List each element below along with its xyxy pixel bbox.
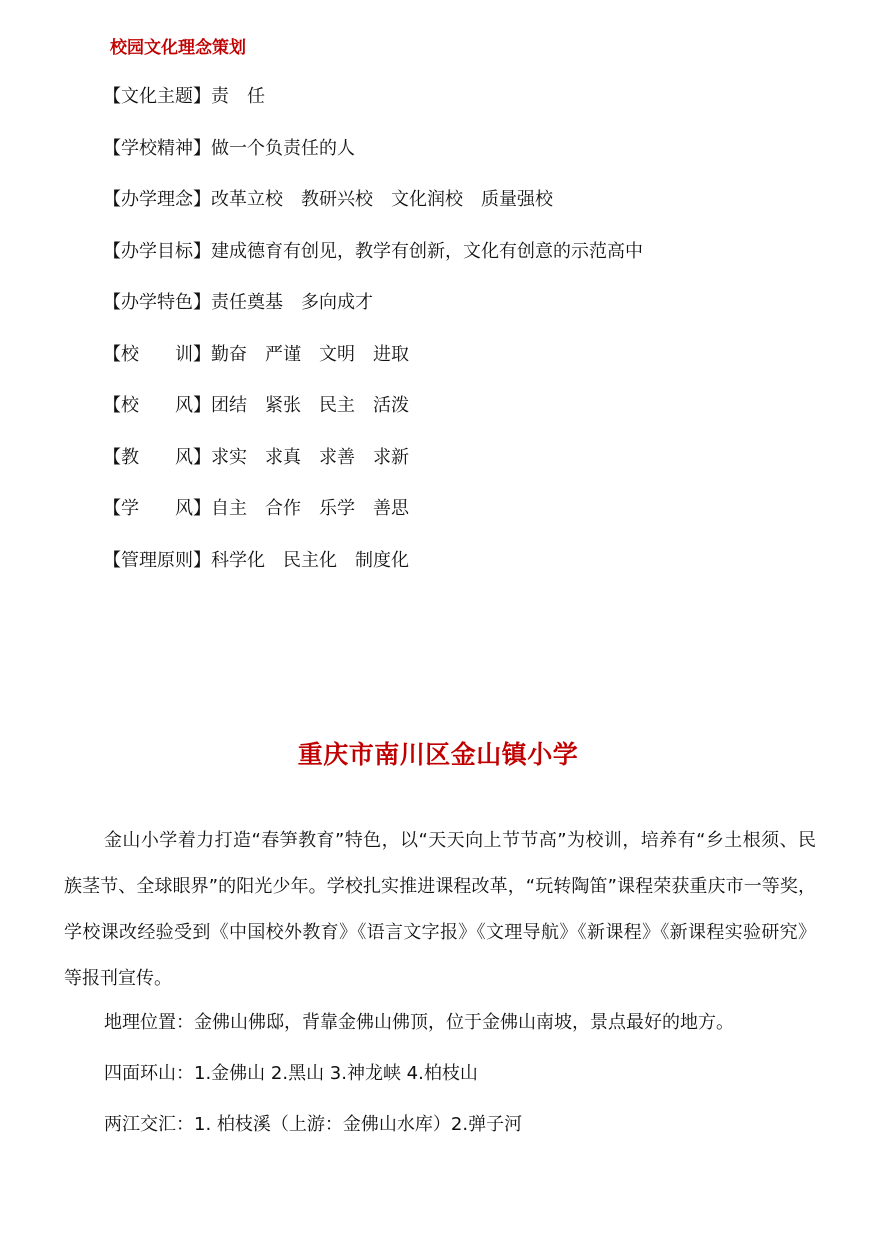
entry-culture-theme: 【文化主题】责 任 <box>103 86 265 107</box>
entry-school-spirit: 【学校精神】做一个负责任的人 <box>103 137 355 159</box>
entry-school-motto: 【校 训】勤奋 严谨 文明 进取 <box>103 343 409 365</box>
entry-school-ethos: 【校 风】团结 紧张 民主 活泼 <box>103 395 409 416</box>
entry-management: 【管理原则】科学化 民主化 制度化 <box>103 549 409 571</box>
mountains-line: 四面环山：1.金佛山 2.黑山 3.神龙峡 4.柏枝山 <box>104 1063 478 1084</box>
rivers-line: 两江交汇：1. 柏枝溪（上游：金佛山水库）2.弹子河 <box>104 1114 523 1135</box>
entry-teaching-ethos: 【教 风】求实 求真 求善 求新 <box>103 446 409 468</box>
school-title: 重庆市南川区金山镇小学 <box>297 740 579 769</box>
intro-paragraph: 金山小学着力打造“春笋教育”特色，以“天天向上节节高”为校训，培养有“乡土根须、民族茎节、全球眼界”的阳光少年。学校扎实推进课程改革，“玩转陶笛”课程荣获重庆市一等奖，学校课改经验受到《中国校外教育》《语言文字报》《文理导航》《新课程》《新课程实验研究》等报刊宣传。 <box>64 830 816 989</box>
entry-feature: 【办学特色】责任奠基 多向成才 <box>103 292 373 313</box>
culture-entries <box>103 82 643 597</box>
doc-heading: 校园文化理念策划 <box>110 38 246 58</box>
entry-study-ethos: 【学 风】自主 合作 乐学 善思 <box>103 498 409 519</box>
location-line: 地理位置：金佛山佛邸，背靠金佛山佛顶，位于金佛山南坡，景点最好的地方。 <box>104 1012 734 1033</box>
entry-philosophy: 【办学理念】改革立校 教研兴校 文化润校 质量强校 <box>103 189 553 210</box>
entry-goal: 【办学目标】建成德育有创见，教学有创新，文化有创意的示范高中 <box>103 240 643 262</box>
